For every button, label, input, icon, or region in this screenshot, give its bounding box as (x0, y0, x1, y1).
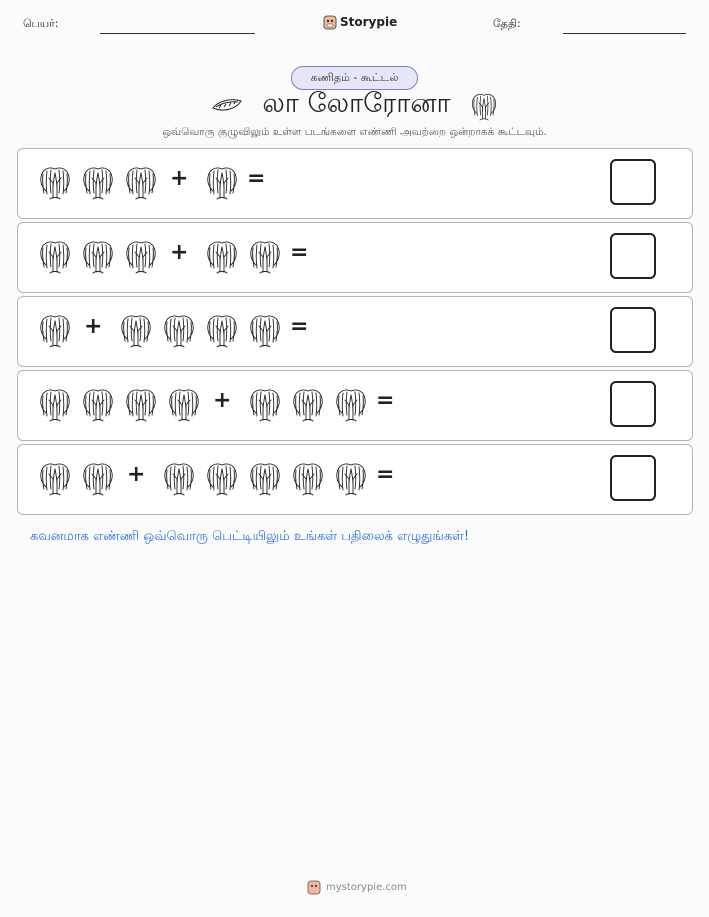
willow-tree-icon (205, 459, 239, 497)
willow-tree-icon (124, 163, 158, 201)
willow-tree-icon (334, 385, 368, 423)
problem-row (17, 296, 693, 367)
willow-tree-icon (162, 311, 196, 349)
willow-tree-icon (291, 459, 325, 497)
name-label: பெயர்: (23, 17, 59, 30)
equals-sign: = (376, 462, 395, 487)
willow-tree-icon (248, 459, 282, 497)
brand-logo (323, 14, 397, 30)
equals-sign: = (376, 388, 395, 413)
plus-sign: + (213, 388, 232, 413)
page-title: லா லோரோனா (262, 88, 451, 119)
willow-tree-icon (38, 459, 72, 497)
willow-tree-icon (38, 237, 72, 275)
answer-box[interactable] (610, 455, 656, 501)
plus-sign: + (170, 240, 189, 265)
footer-url: mystorypie.com (326, 881, 407, 893)
willow-tree-icon (470, 90, 498, 122)
canoe-icon (211, 96, 243, 116)
plus-sign: + (170, 166, 189, 191)
worksheet-header (0, 0, 709, 50)
answer-box[interactable] (610, 233, 656, 279)
footer-brand (307, 879, 407, 895)
willow-tree-icon (81, 163, 115, 201)
willow-tree-icon (248, 311, 282, 349)
willow-tree-icon (81, 385, 115, 423)
willow-tree-icon (124, 385, 158, 423)
willow-tree-icon (81, 459, 115, 497)
willow-tree-icon (205, 163, 239, 201)
willow-tree-icon (248, 237, 282, 275)
willow-tree-icon (38, 311, 72, 349)
mascot-icon (323, 14, 337, 30)
willow-tree-icon (38, 163, 72, 201)
answer-box[interactable] (610, 307, 656, 353)
willow-tree-icon (38, 385, 72, 423)
mascot-icon (307, 879, 321, 895)
willow-tree-icon (205, 237, 239, 275)
footer-note: கவனமாக எண்ணி ஒவ்வொரு பெட்டியிலும் உங்கள் பதிலைக் எழுதுங்கள்! (30, 529, 470, 544)
willow-tree-icon (119, 311, 153, 349)
willow-tree-icon (248, 385, 282, 423)
subject-badge: கணிதம் - கூட்டல் (291, 66, 418, 90)
answer-box[interactable] (610, 159, 656, 205)
problem-row (17, 444, 693, 515)
willow-tree-icon (124, 237, 158, 275)
willow-tree-icon (291, 385, 325, 423)
equals-sign: = (247, 166, 266, 191)
willow-tree-icon (167, 385, 201, 423)
answer-box[interactable] (610, 381, 656, 427)
problem-row (17, 148, 693, 219)
problem-row (17, 370, 693, 441)
date-label: தேதி: (493, 17, 521, 30)
willow-tree-icon (205, 311, 239, 349)
equals-sign: = (290, 240, 309, 265)
plus-sign: + (84, 314, 103, 339)
date-field[interactable] (563, 33, 686, 34)
equals-sign: = (290, 314, 309, 339)
instruction-text: ஒவ்வொரு குழுவிலும் உள்ள படங்களை எண்ணி அவற்றை ஒன்றாகக் கூட்டவும். (162, 126, 547, 138)
title-row (0, 88, 709, 124)
brand-name: Storypie (340, 15, 398, 29)
willow-tree-icon (81, 237, 115, 275)
willow-tree-icon (334, 459, 368, 497)
willow-tree-icon (162, 459, 196, 497)
plus-sign: + (127, 462, 146, 487)
name-field[interactable] (100, 33, 255, 34)
problem-row (17, 222, 693, 293)
